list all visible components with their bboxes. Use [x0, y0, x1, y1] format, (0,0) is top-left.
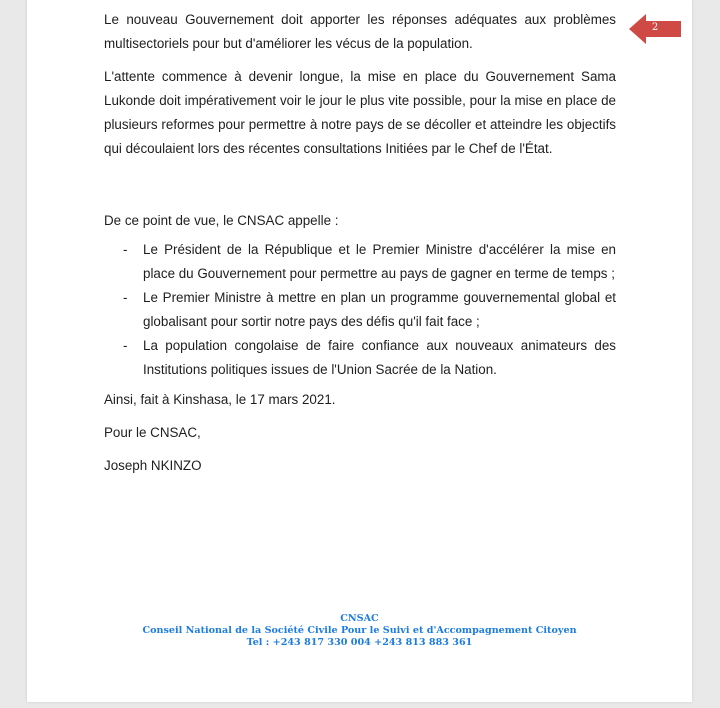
paragraph-1: Le nouveau Gouvernement doit apporter les réponses adéquates aux problèmes multisectoriels pour but d'améliorer les vécus de la population. [104, 12, 616, 51]
list-item-text: Le Président de la République et le Premier Ministre d'accélérer la mise en place du Gouvernement pour permettre au pays de gagner en terme de temps ; [143, 242, 616, 281]
list-item-text: La population congolaise de faire confiance aux nouveaux animateurs des Institutions politiques issues de l'Union Sacrée de la Nation. [143, 338, 616, 377]
list-bullet: - [123, 242, 128, 257]
signatory-name: Joseph NKINZO [104, 458, 202, 473]
list-item [104, 286, 616, 334]
list-bullet: - [123, 338, 128, 353]
list-item [104, 238, 616, 286]
list-bullet: - [123, 290, 128, 305]
letter-body [104, 8, 616, 487]
appeal-list [104, 238, 616, 382]
paragraph-2: L'attente commence à devenir longue, la mise en place du Gouvernement Sama Lukonde doit impérativement voir le jour le plus vite possible, pour la mise en place de plusieurs reformes pour permettre à notre pays de se décoller et atteindre les objectifs qui découlaient lors des récentes consultations Initiées par le Chef de l'État. [104, 69, 616, 156]
list-item-text: Le Premier Ministre à mettre en plan un programme gouvernemental global et globalisant pour sortir notre pays des défis qu'il fait face ; [143, 290, 616, 329]
letterhead-footer [27, 613, 692, 649]
for-line: Pour le CNSAC, [104, 425, 201, 440]
document-page [27, 0, 692, 702]
footer-acronym: CNSAC [340, 613, 379, 624]
footer-organization-name: Conseil National de la Société Civile Pour le Suivi et d'Accompagnement Citoyen [142, 625, 577, 636]
footer-phone-numbers: Tel : +243 817 330 004 +243 813 883 361 [246, 637, 473, 648]
page-number-arrow [629, 14, 681, 44]
page-number: 2 [651, 22, 659, 33]
place-date: Ainsi, fait à Kinshasa, le 17 mars 2021. [104, 392, 336, 407]
appeal-intro: De ce point de vue, le CNSAC appelle : [104, 213, 339, 228]
list-item [104, 334, 616, 382]
